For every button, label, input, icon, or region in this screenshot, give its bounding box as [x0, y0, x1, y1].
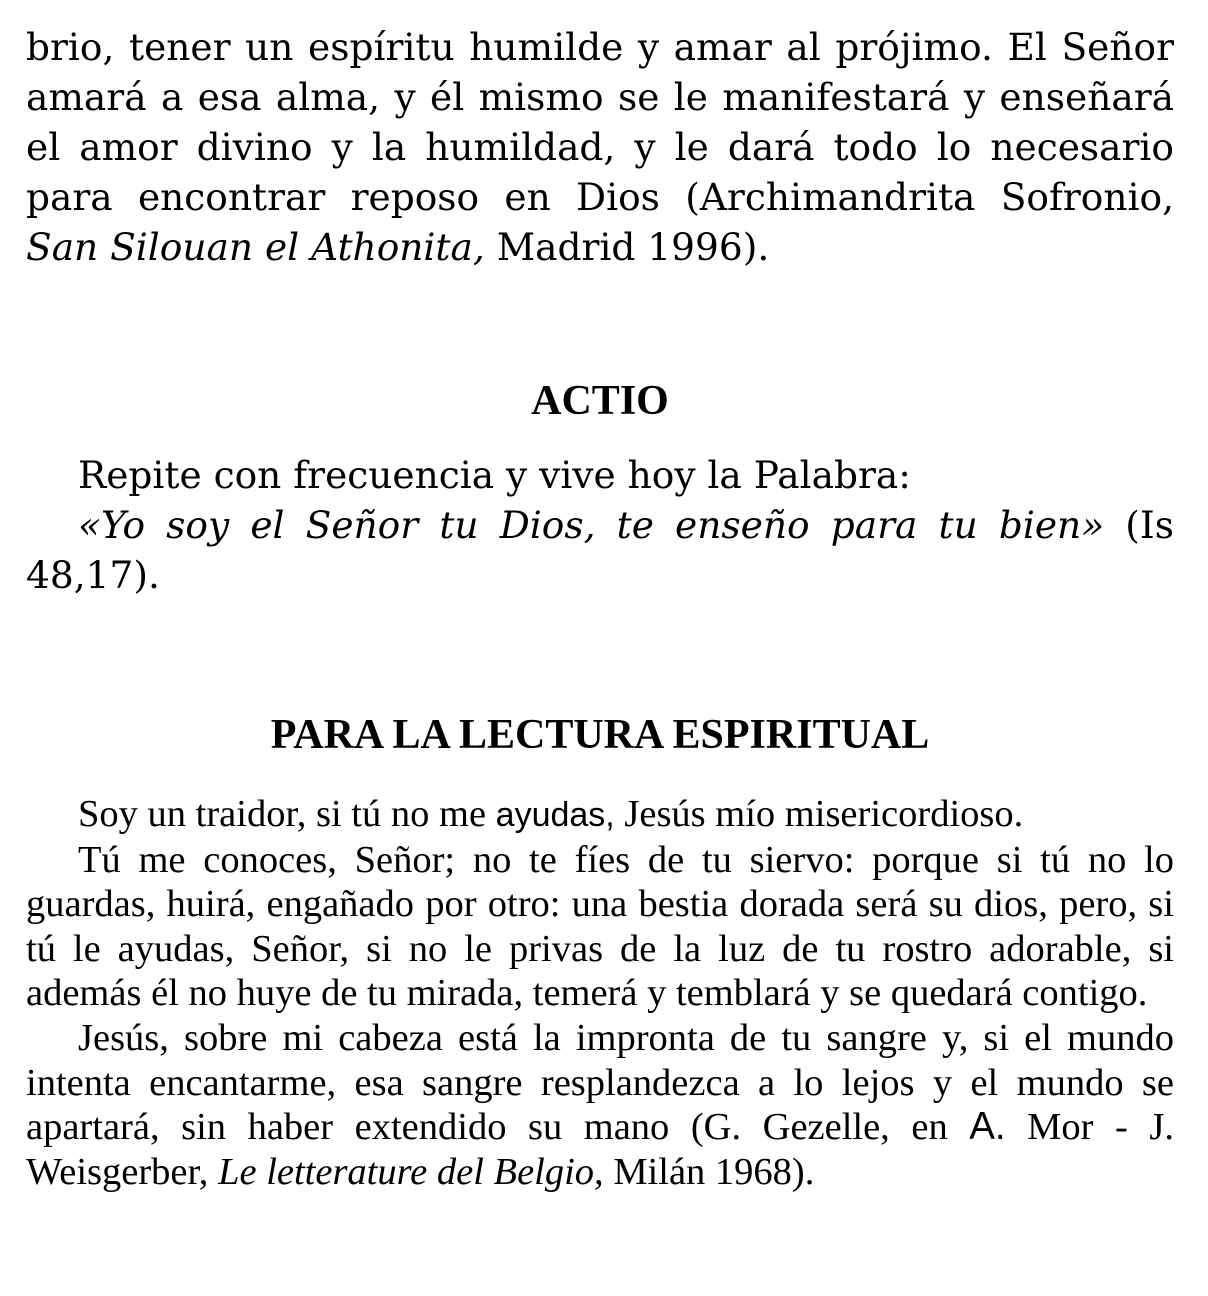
lectura-heading: PARA LA LECTURA ESPIRITUAL	[270, 712, 930, 758]
actio-quote-paragraph	[26, 500, 1174, 600]
actio-quote: «Yo soy el Señor tu Dios, te enseño para tu bien»	[78, 503, 1105, 547]
lectura-paragraph-2: Tú me conoces, Señor; no te fíes de tu siervo: porque si tú no lo guardas, huirá, engañado por otro: una bestia dorada será su dios, pero, si tú le ayudas, Señor, si no le privas de la luz de tu rostro adorable, si además él no huye de tu mirada, temerá y temblará y se quedará contigo.	[26, 838, 1174, 1015]
actio-section	[26, 450, 1174, 600]
actio-instruction: Repite con frecuencia y vive hoy la Palabra:	[78, 453, 911, 497]
lectura-paragraph-3	[26, 1016, 1174, 1194]
lectura-p1-text: Soy un traidor, si tú no me	[78, 793, 496, 835]
lectura-p3-book-title: Le letterature del Belgio,	[218, 1150, 604, 1193]
intro-paragraph	[26, 22, 1174, 272]
lectura-p3-initial: A.	[969, 1105, 1006, 1149]
lectura-p1-word: ayudas,	[495, 796, 615, 834]
lectura-p3-text: Jesús, sobre mi cabeza está la impronta de tu sangre y, si el mundo intenta encantarme, esa sangre resplandezca a lo lejos y el mundo se apartará, sin haber extendido su mano (G. Gezelle, en	[26, 1016, 1174, 1149]
intro-text: brio, tener un espíritu humilde y amar al prójimo. El Señor amará a esa alma, y él mismo se le manifestará y enseñará el amor divino y la humildad, y le dará todo lo necesario para encontrar reposo en Dios (Archimandrita Sofronio,	[26, 25, 1174, 219]
actio-reference: (Is 48,17).	[26, 503, 1174, 597]
lectura-paragraph-1	[26, 792, 1174, 838]
lectura-p3-text-end: Milán 1968).	[603, 1150, 815, 1193]
book-page	[26, 22, 1174, 1194]
lectura-p1-text-end: Jesús mío misericordioso.	[614, 793, 1024, 835]
lectura-section	[26, 792, 1174, 1194]
actio-heading: ACTIO	[531, 378, 669, 424]
lectura-p3-authors: Mor - J. Weisgerber,	[26, 1106, 1175, 1193]
intro-book-title: San Silouan el Athonita,	[26, 225, 485, 269]
intro-text-end: Madrid 1996).	[484, 225, 770, 269]
